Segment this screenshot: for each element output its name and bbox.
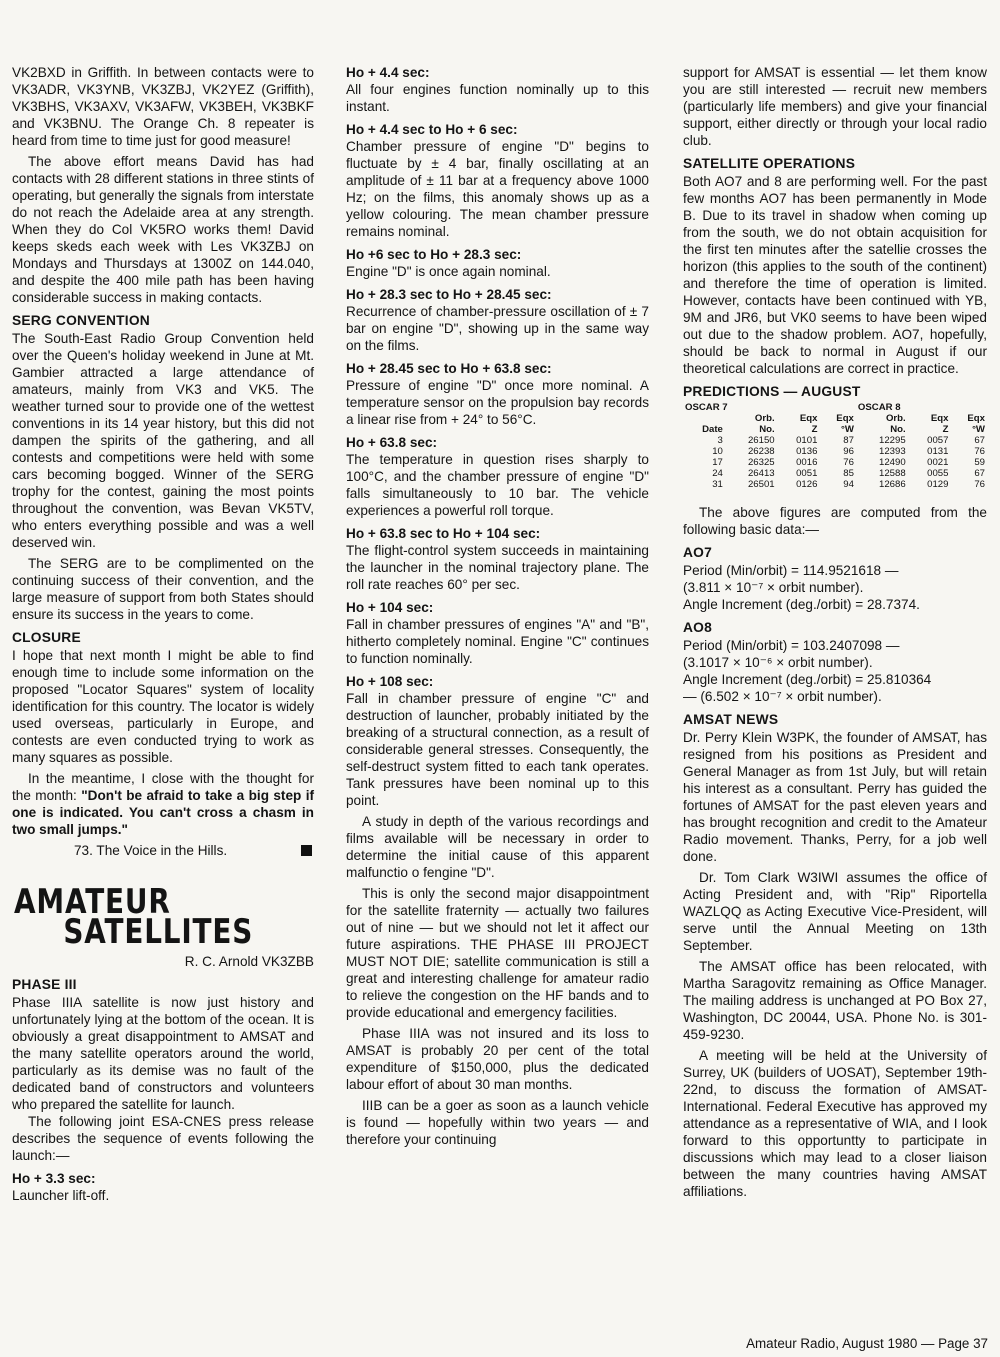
paragraph: VK2BXD in Griffith. In between contacts were to VK3ADR, VK3YNB, VK3ZBJ, VK2YEZ (Griffith), VK3BHS, VK3AXV, VK3AFW, VK3BEH, VK3BKF and VK3BNU. The Orange Ch. 8 repeater is heard from time to time just for good measure! <box>12 65 314 148</box>
banner-line-1: AMATEUR <box>14 882 171 922</box>
table-header: Z <box>942 424 949 435</box>
column-3 <box>683 64 987 1200</box>
table-header: Eqx <box>930 413 949 424</box>
event-text: Recurrence of chamber-pressure oscillation of ± 7 bar on engine "D", showing up in the same way on the films. <box>346 304 649 353</box>
table-cell: 12588 <box>879 468 906 479</box>
table-cell: 31 <box>712 479 723 490</box>
event-time-heading: Ho + 63.8 sec to Ho + 104 sec: <box>346 526 541 541</box>
table-cell: 76 <box>974 479 985 490</box>
table-header: °W <box>841 424 854 435</box>
table-cell: 17 <box>712 457 723 468</box>
table-header: Eqx <box>836 413 854 424</box>
table-cell: 85 <box>843 468 854 479</box>
table-cell: 0129 <box>927 479 949 490</box>
banner-line-2: SATELLITES <box>63 912 254 952</box>
table-row <box>683 479 987 490</box>
section-heading-ao8: AO8 <box>683 620 712 635</box>
section-heading-ao7: AO7 <box>683 545 712 560</box>
table-header <box>683 413 725 424</box>
table-cell: 94 <box>843 479 854 490</box>
event-text: The flight-control system succeeds in maintaining the launcher in the nominal trajectory plane. The roll rate reaches 60° per sec. <box>346 543 649 592</box>
formula-line: Period (Min/orbit) = 103.2407098 — <box>683 638 900 653</box>
paragraph: A study in depth of the various recordings and films available will be necessary in order to determine the initial cause of this apparent malfunctio o fengine "D". <box>346 814 649 880</box>
event-text: All four engines function nominally up to this instant. <box>346 82 649 114</box>
table-cell: 67 <box>974 468 985 479</box>
paragraph: A meeting will be held at the University of Surrey, UK (builders of UOSAT), September 19th-22nd, to discuss the formation of AMSAT-International. Federal Executive has approved my attendance as a representative of WIA, and I look forward to this opportuntty to participate in discussions which may lead to a closer liaison between the many countries having AMSAT affiliations. <box>683 1048 987 1199</box>
table-cell: 26325 <box>747 457 775 468</box>
formula-line: — (6.502 × 10⁻⁷ × orbit number). <box>683 689 882 704</box>
table-cell: 0055 <box>927 468 949 479</box>
table-cell: 0131 <box>927 446 949 457</box>
table-cell: 0136 <box>796 446 818 457</box>
section-heading-phase: PHASE III <box>12 977 77 992</box>
formula-line: (3.811 × 10⁻⁷ × orbit number). <box>683 580 864 595</box>
paragraph: Phase IIIA satellite is now just history and unfortunately lying at the bottom of the ocean. It is obviously a great disappointment to AMSAT and the many satellite operators around the world, particularly as its demise was no fault of the dedicated band of constructors and volunteers who prepared the satellite for launch. <box>12 995 314 1112</box>
paragraph: The above effort means David has had contacts with 28 different stations in three stints of operating, but generally the signals from interstate do not reach the Adelaide area at any strength. When they do Col VK5RO works them! David keeps skeds each week with Les VK3ZBJ on Mondays and Thursdays at 1300Z on 144.040, and despite the 400 mile path has been having considerable success in making contacts. <box>12 154 314 305</box>
paragraph: The following joint ESA-CNES press release describes the sequence of events following the launch:— <box>12 1114 314 1163</box>
section-banner <box>14 882 314 952</box>
paragraph: The SERG are to be complimented on the continuing success of their convention, and the large measure of support from both States should ensure its success in the years to come. <box>12 556 314 622</box>
event-time-heading: Ho + 3.3 sec: <box>12 1171 96 1186</box>
event-text: Chamber pressure of engine "D" begins to fluctuate by ± 4 bar, finally oscillating at an amplitude of ± 11 bar at a frequency above 1000 Hz; on the films, this anomaly shows up as a yellow colouring. The mean chamber pressure remains nominal. <box>346 139 649 239</box>
event-time-heading: Ho + 63.8 sec: <box>346 435 438 450</box>
event-text: Fall in chamber pressure of engine "C" and destruction of launcher, probably initiated by the breaking of a structural connection, as a result of considerable general stresses. Consequently, the self-destruct system fitted to each tank operates. Tank pressures have been nominal up to this point. <box>346 691 649 808</box>
table-row <box>683 446 987 457</box>
paragraph <box>12 770 314 838</box>
column-2 <box>346 64 649 1148</box>
section-heading-serg: SERG CONVENTION <box>12 313 150 328</box>
table-cell: 76 <box>843 457 854 468</box>
table-cell: 96 <box>843 446 854 457</box>
table-header: Eqx <box>967 413 985 424</box>
event-text: Fall in chamber pressures of engines "A" and "B", hitherto completely nominal. Engine "C" continues to function nominally. <box>346 617 649 666</box>
table-cell: 87 <box>843 435 854 446</box>
table-cell: 12393 <box>879 446 906 457</box>
byline: R. C. Arnold VK3ZBB <box>184 954 314 969</box>
table-row <box>683 457 987 468</box>
paragraph: Both AO7 and 8 are performing well. For the past few months AO7 has been permanently in Mode B. Due to its travel in shadow when coming up from the south, we do not obtain acquisition for the first ten minutes after the satellie crosses the horizon (this applies to the south of the continent) and therefore the time of operation is limited. However, contacts have been continued with YB, 9M and JR6, but VK0 seems to have been wiped out due to the shadow problem. AO7, hopefully, should be back to normal in August if our theoretical calculations are correct in practice. <box>683 174 987 376</box>
formula-line: Period (Min/orbit) = 114.9521618 — <box>683 563 899 578</box>
table-header: Date <box>702 424 723 435</box>
table-group-oscar8: OSCAR 8 <box>857 402 901 413</box>
table-cell: 12295 <box>879 435 906 446</box>
table-group-oscar7: OSCAR 7 <box>685 402 728 413</box>
section-heading-satellite-operations: SATELLITE OPERATIONS <box>683 156 856 171</box>
table-cell: 26501 <box>747 479 775 490</box>
paragraph: I hope that next month I might be able to find enough time to include some information on the proposed "Locator Squares" system of locality identification for this country. The locator is widely used overseas, particularly in Europe, and contests are even conducted trying to work as many squares as possible. <box>12 648 314 765</box>
table-cell: 26413 <box>747 468 775 479</box>
event-text: Engine "D" is once again nominal. <box>346 264 551 279</box>
table-cell: 26150 <box>747 435 775 446</box>
table-cell: 0057 <box>927 435 949 446</box>
paragraph: support for AMSAT is essential — let them know you are still interested — recruit new members (particularly life members) and give your financial support, either directly or through your local radio club. <box>683 65 987 148</box>
table-cell: 0126 <box>796 479 818 490</box>
table-header: No. <box>759 424 775 435</box>
event-text: The temperature in question rises sharply to 100°C, and the chamber pressure of engine "D" falls simultaneously to 10 bar. The vehicle experiences a powerful roll torque. <box>346 452 649 518</box>
event-time-heading: Ho + 28.3 sec to Ho + 28.45 sec: <box>346 287 552 302</box>
table-row <box>683 435 987 446</box>
table-cell: 3 <box>717 435 723 446</box>
table-cell: 0101 <box>796 435 818 446</box>
thought-quote: "Don't be afraid to take a big step if one is indicated. You can't cross a chasm in two small jumps." <box>12 788 315 837</box>
paragraph: Dr. Tom Clark W3IWI assumes the office of Acting President and, with "Rip" Riportella WAZLQQ as Acting Executive Vice-President, will serve until the Annual Meeting on 13th September. <box>683 870 987 953</box>
table-cell: 59 <box>974 457 985 468</box>
thought-intro: In the meantime, I close with the thought for the month: <box>12 771 314 803</box>
table-header: Z <box>811 424 818 435</box>
section-heading-closure: CLOSURE <box>12 630 81 645</box>
table-cell: 0016 <box>796 457 818 468</box>
table-cell: 0051 <box>796 468 818 479</box>
table-row <box>683 468 987 479</box>
event-time-heading: Ho + 28.45 sec to Ho + 63.8 sec: <box>346 361 552 376</box>
table-cell: 12490 <box>879 457 906 468</box>
formula-line: Angle Increment (deg./orbit) = 28.7374. <box>683 597 920 612</box>
sign-off-text: 73. The Voice in the Hills. <box>74 843 228 858</box>
section-heading-predictions: PREDICTIONS — AUGUST <box>683 384 861 399</box>
paragraph: Phase IIIA was not insured and its loss to AMSAT is probably 20 per cent of the total expenditure of $150,000, plus the dedicated labour effort of about 30 man months. <box>346 1026 649 1092</box>
paragraph: The above figures are computed from the following basic data:— <box>683 505 987 537</box>
paragraph: IIIB can be a goer as soon as a launch vehicle is found — hopefully within two years — and therefore your continuing <box>346 1098 649 1147</box>
end-mark-icon <box>301 845 312 856</box>
table-header: Orb. <box>754 413 775 424</box>
table-cell: 0021 <box>927 457 949 468</box>
section-heading-amsat-news: AMSAT NEWS <box>683 712 779 727</box>
sign-off <box>12 842 314 859</box>
event-time-heading: Ho + 104 sec: <box>346 600 434 615</box>
table-header: Orb. <box>885 413 906 424</box>
predictions-table <box>683 402 987 490</box>
column-1 <box>12 64 314 1204</box>
table-cell: 26238 <box>747 446 775 457</box>
event-text: Launcher lift-off. <box>12 1188 110 1203</box>
event-time-heading: Ho +6 sec to Ho + 28.3 sec: <box>346 247 522 262</box>
table-cell: 24 <box>712 468 723 479</box>
formula-line: (3.1017 × 10⁻⁶ × orbit number). <box>683 655 873 670</box>
table-cell: 76 <box>974 446 985 457</box>
paragraph: The AMSAT office has been relocated, with Martha Saragovitz remaining as Office Manager. The mailing address is unchanged at PO Box 27, Washington, DC 20044, USA. Phone No. is 301-459-9230. <box>683 959 987 1042</box>
table-header: °W <box>972 424 985 435</box>
event-time-heading: Ho + 4.4 sec: <box>346 65 430 80</box>
table-cell: 10 <box>712 446 723 457</box>
formula-line: Angle Increment (deg./orbit) = 25.810364 <box>683 672 932 687</box>
page-footer: Amateur Radio, August 1980 — Page 37 <box>746 1336 988 1351</box>
table-header: No. <box>890 424 906 435</box>
event-time-heading: Ho + 4.4 sec to Ho + 6 sec: <box>346 122 518 137</box>
event-text: Pressure of engine "D" once more nominal. A temperature sensor on the propulsion bay records a linear rise from + 24° to 56°C. <box>346 378 649 427</box>
table-header: Eqx <box>799 413 818 424</box>
paragraph: The South-East Radio Group Convention held over the Queen's holiday weekend in June at Mt. Gambier attracted a large attendance of amateurs, mainly from VK3 and VK5. The weather turned sour to provide one of the wettest conventions in its 14 year history, but this did not dampen the spirits of the gathering, and all contests and competitions were held with some cars becoming bogged. Winner of the SERG trophy for the contest, gaining the most points throughout the convention, was Bevan VK5TV, who enters everything possible and was a well deserved win. <box>12 331 314 550</box>
paragraph: Dr. Perry Klein W3PK, the founder of AMSAT, has resigned from his positions as President and General Manager as from 1st July, but will retain his interest as a consultant. Perry has guided the fortunes of AMSAT for the past eleven years and has brought recognition and credit to the Amateur Radio movement. Thanks, Perry, for a job well done. <box>683 730 987 864</box>
paragraph: This is only the second major disappointment for the satellite fraternity — actually two failures out of nine — but we should not let it affect our future aspirations. THE PHASE III PROJECT MUST NOT DIE; satellite communication is still a great and interesting challenge for amateur radio to relieve the congestion on the HF bands and to provide educational and emergency facilities. <box>346 886 649 1020</box>
event-time-heading: Ho + 108 sec: <box>346 674 434 689</box>
table-cell: 12686 <box>879 479 906 490</box>
table-cell: 67 <box>974 435 985 446</box>
